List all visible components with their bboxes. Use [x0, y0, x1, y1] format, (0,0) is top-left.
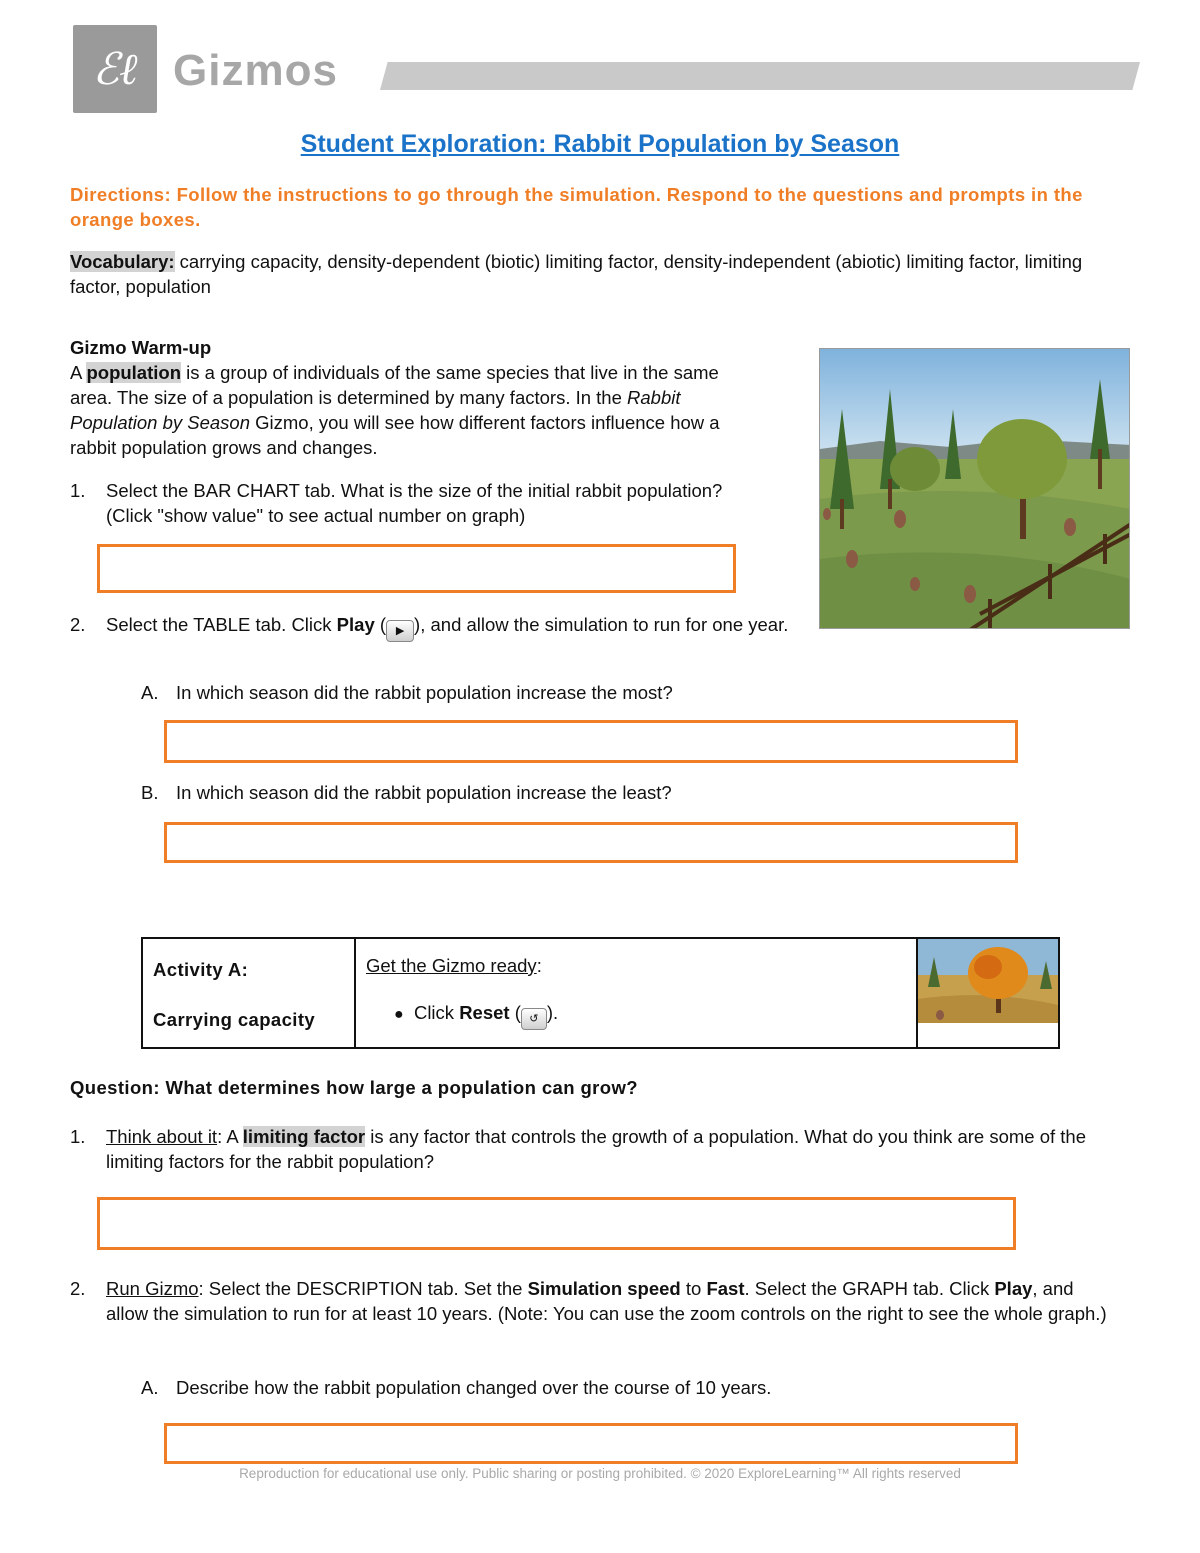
- vocabulary: [70, 249, 1120, 299]
- subA-text: Describe how the rabbit population changed over the course of 10 years.: [176, 1377, 772, 1398]
- activity-question: Question: What determines how large a population can grow?: [70, 1077, 638, 1098]
- think-about-it: Think about it: [106, 1126, 218, 1147]
- activity-q2-subA: [141, 1375, 771, 1400]
- activity-label-cell: [142, 938, 355, 1048]
- text: (: [509, 1002, 521, 1023]
- aq2-number: 2.: [70, 1278, 86, 1299]
- logo-mark: ℰℓ: [92, 43, 138, 95]
- text: Gizmo, you will see how different factors influence how a rabbit population grows and changes.: [70, 412, 720, 458]
- text: Click: [413, 1002, 460, 1023]
- text: A: [70, 362, 87, 383]
- vocabulary-text: carrying capacity, density-dependent (biotic) limiting factor, density-independent (abiotic) limiting factor, limiting factor, population: [70, 251, 1083, 297]
- bullet-icon: ●: [394, 1006, 404, 1023]
- answer-box-aq2A[interactable]: [164, 1423, 1018, 1464]
- q2-number: 2.: [70, 614, 86, 635]
- rabbit-meadow-image: [819, 348, 1130, 629]
- activity-title: Carrying capacity: [153, 1009, 316, 1030]
- warmup-q1: [70, 478, 770, 528]
- activity-image-cell: [917, 938, 1059, 1048]
- fast-label: Fast: [706, 1278, 745, 1299]
- reset-icon: ↺: [521, 1008, 547, 1030]
- warmup-qA: [141, 680, 673, 705]
- header-bar: [380, 62, 1140, 90]
- text: :: [536, 955, 542, 976]
- answer-box-aq1[interactable]: [97, 1197, 1016, 1250]
- simulation-speed-label: Simulation speed: [527, 1278, 681, 1299]
- aq1-number: 1.: [70, 1126, 86, 1147]
- subA-number: A.: [141, 1377, 159, 1398]
- text: ).: [546, 1002, 559, 1023]
- play-label: Play: [336, 614, 375, 635]
- activity-table: [141, 937, 1060, 1049]
- activity-label: Activity A:: [153, 959, 249, 980]
- reset-label: Reset: [459, 1002, 510, 1023]
- activity-instructions-cell: [355, 938, 917, 1048]
- warmup-qB: [141, 780, 672, 805]
- text: ), and allow the simulation to run for one year.: [414, 614, 789, 635]
- text: . Select the GRAPH tab. Click: [744, 1278, 995, 1299]
- text: is a group of individuals of the same species that live in the same area. The size of a population is determined by many factors. In the: [70, 362, 719, 408]
- text: Select the TABLE tab. Click: [106, 614, 337, 635]
- text: : Select the DESCRIPTION tab. Set the: [198, 1278, 528, 1299]
- term-limiting-factor: limiting factor: [242, 1126, 366, 1147]
- text: to: [680, 1278, 707, 1299]
- footer: Reproduction for educational use only. Public sharing or posting prohibited. © 2020 ExploreLearning™ All rights reserved: [239, 1466, 961, 1481]
- qB-text: In which season did the rabbit population increase the least?: [176, 782, 672, 803]
- gizmo-name: Rabbit Population by Season: [70, 387, 681, 433]
- text: is any factor that controls the growth of a population. What do you think are some of the limiting factors for the rabbit population?: [106, 1126, 1086, 1172]
- play-icon: ▶: [386, 620, 414, 642]
- text: , and allow the simulation to run for at least 10 years. (Note: You can use the zoom controls on the right to see the whole graph.): [106, 1278, 1107, 1324]
- brand-name: Gizmos: [173, 46, 338, 95]
- page-title: Student Exploration: Rabbit Population by Season: [300, 130, 900, 158]
- q1-number: 1.: [70, 480, 86, 501]
- warmup-heading: Gizmo Warm-up: [70, 337, 212, 358]
- run-gizmo: Run Gizmo: [106, 1278, 199, 1299]
- qB-number: B.: [141, 782, 159, 803]
- get-ready-label: Get the Gizmo ready: [366, 955, 537, 976]
- text: : A: [217, 1126, 243, 1147]
- activity-q2: [70, 1276, 1115, 1326]
- warmup-q2: [70, 612, 815, 642]
- explorelearning-logo: [73, 25, 157, 113]
- autumn-tree-image: [918, 939, 1058, 1023]
- activity-q1: [70, 1124, 1110, 1174]
- term-population: population: [86, 362, 182, 383]
- vocabulary-label: Vocabulary:: [70, 251, 175, 272]
- play-label: Play: [994, 1278, 1033, 1299]
- answer-box-qB[interactable]: [164, 822, 1018, 863]
- text: (: [374, 614, 387, 635]
- qA-text: In which season did the rabbit population increase the most?: [176, 682, 673, 703]
- answer-box-qA[interactable]: [164, 720, 1018, 763]
- qA-number: A.: [141, 682, 159, 703]
- answer-box-q1[interactable]: [97, 544, 736, 593]
- q1-text: Select the BAR CHART tab. What is the size of the initial rabbit population? (Click "show value" to see actual number on graph): [106, 480, 723, 526]
- directions: Directions: Follow the instructions to go through the simulation. Respond to the questions and prompts in the orange boxes.: [70, 184, 1083, 230]
- warmup-paragraph: [70, 360, 760, 460]
